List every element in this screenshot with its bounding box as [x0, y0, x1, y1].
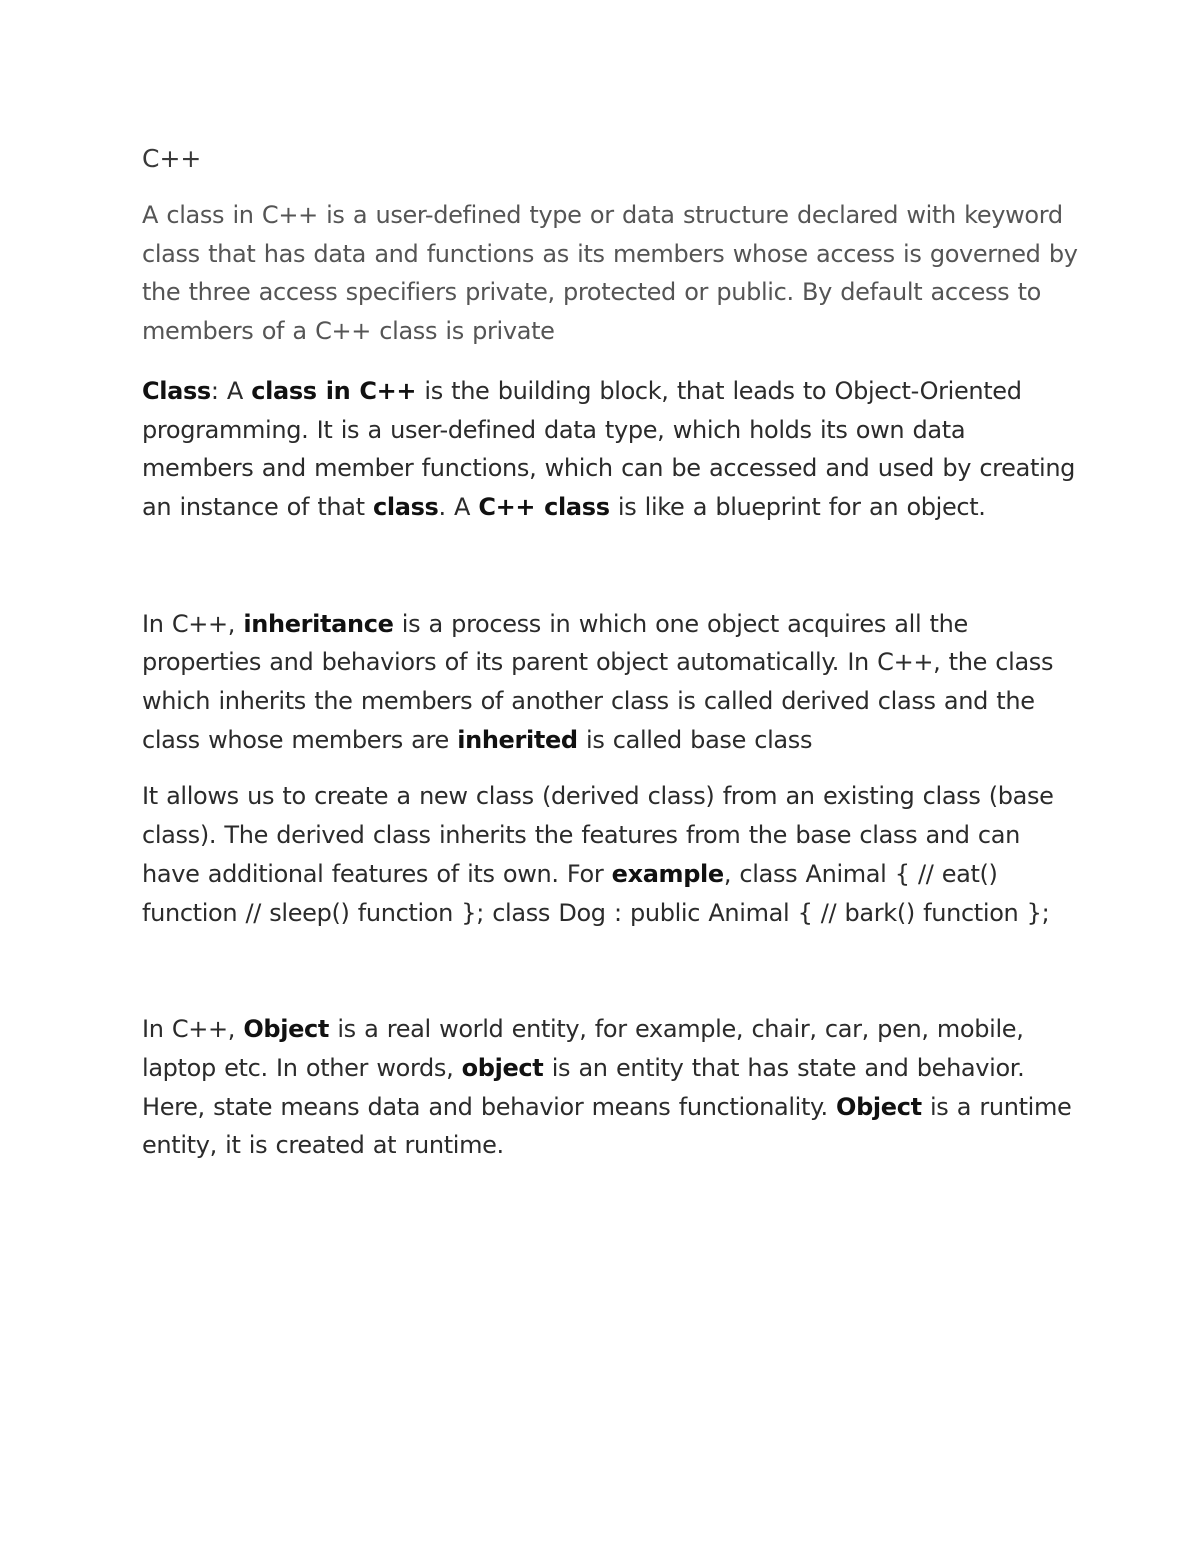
paragraph-text: : A [210, 376, 252, 405]
bold-term: Object [243, 1015, 330, 1044]
paragraph-class-definition: A class in C++ is a user-defined type or data structure declared with keyword class that has data and functions as its members whose access is governed by the three access specifiers private, protected or public. By default access to members of a C++ class is private [142, 201, 1078, 346]
paragraph-inheritance-example [142, 777, 1082, 932]
bold-term: class in C++ [251, 376, 417, 405]
bold-term: class [372, 492, 439, 521]
bold-term: Object [836, 1092, 922, 1121]
paragraph-text: is a process in which one object acquires all the properties and behaviors of its parent object automatically. In C++, the class which inherits the members of another class is called derived class and the class whose members are [142, 609, 1054, 754]
paragraph-text: It allows us to create a new class (derived class) from an existing class (base class). The derived class inherits the features from the base class and can have additional features of its own. For [142, 782, 1054, 888]
bold-term: C++ class [478, 492, 610, 521]
paragraph-text: is an entity that has state and behavior. Here, state means data and behavior means functionality. [142, 1053, 1025, 1121]
paragraph-text: In C++, [142, 1015, 244, 1044]
document-title: C++ [142, 144, 202, 173]
document-page [142, 140, 1082, 1165]
paragraph-object [142, 1010, 1082, 1165]
bold-term: object [461, 1053, 544, 1082]
paragraph-text: , class Animal { // eat() function // sleep() function }; class Dog : public Animal { // bark() function }; [142, 859, 1050, 927]
paragraph-class-building-block [142, 372, 1082, 527]
paragraph-text: In C++, [142, 609, 244, 638]
bold-term: inherited [457, 725, 578, 754]
paragraph-text: is a runtime entity, it is created at runtime. [142, 1092, 1072, 1160]
paragraph-inheritance [142, 605, 1082, 760]
paragraph-text: is called base class [577, 725, 813, 754]
bold-term: example [611, 859, 724, 888]
bold-term: inheritance [243, 609, 394, 638]
paragraph-text: is the building block, that leads to Object-Oriented programming. It is a user-defined data type, which holds its own data members and member functions, which can be accessed and used by creating an instance of that [142, 376, 1076, 521]
paragraph-text: is a real world entity, for example, chair, car, pen, mobile, laptop etc. In other words, [142, 1015, 1024, 1082]
bold-term: Class [142, 376, 211, 405]
paragraph-text: . A [438, 492, 479, 521]
paragraph-text: is like a blueprint for an object. [609, 492, 986, 521]
